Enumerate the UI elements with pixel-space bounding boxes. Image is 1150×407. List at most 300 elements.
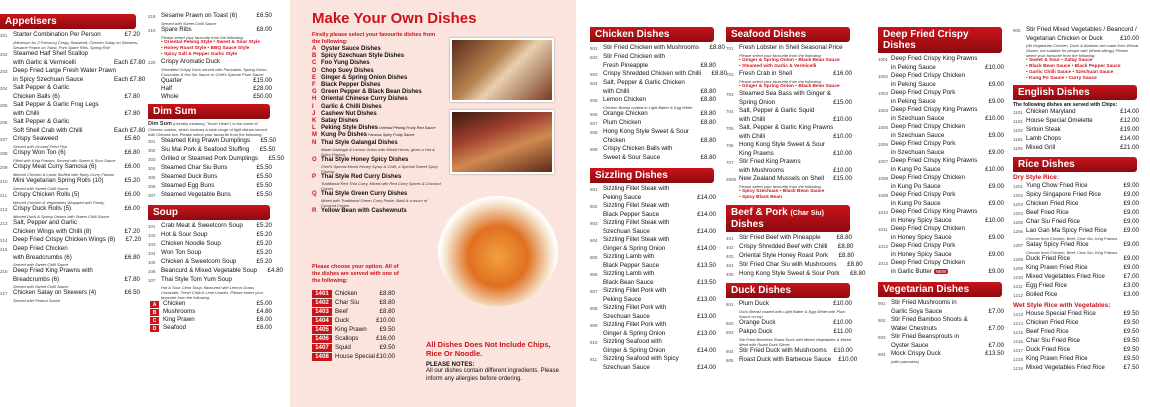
item-number: 205 [0,103,8,108]
item-price: £16.00 [833,70,852,77]
item-number: 805 [590,255,598,260]
item-number: 707 [726,160,734,165]
allergy-note: All our dishes contain different ingredients. Please inform any allergies before ordering. [426,368,559,382]
item-number: 1103 [1013,128,1023,133]
item-price: £9.50 [1123,319,1139,326]
item-number [0,254,13,255]
item-price: £13.00 [697,296,716,303]
item-number: 1013 [878,261,889,266]
item-price: £14.00 [697,228,716,235]
list-item [1013,337,1139,346]
item-number [590,154,603,155]
option-row [312,307,408,316]
item-number: 220 [148,60,156,65]
item-note: Chicken Breast coated in Light Batter & Egg White [603,105,693,110]
item-number: 811 [590,357,598,362]
item-number: 904 [878,352,886,357]
list-item [878,149,1004,157]
option-line: • Steamed with Garlic & Vermicelli [739,64,817,69]
item-name: Half [161,85,173,92]
item-number: 901 [878,301,886,306]
item-name: Duck Fried Rice [1026,346,1071,353]
list-item [590,245,716,253]
option-name: Char Siu [335,299,360,306]
sauce-item [312,191,442,198]
list-item [726,234,852,243]
seafood-header: Seafood Dishes [726,27,850,42]
item-note: Choose from Chicken, Beef, Char Siu, King Prawns [1026,250,1118,255]
item-name: Stir Fried Mixed Vegetables / Beancurd / [1026,26,1137,33]
list-item [1013,227,1139,236]
sauce-item [312,53,442,60]
item-name: Ginger & Spring Onion [603,330,666,337]
item-number: 701 [726,46,734,51]
sauce-name: Oyster Sauce Dishes [321,46,381,52]
list-item [0,205,140,214]
item-name: Crispy Aromatic Duck [161,58,221,65]
item-number [878,166,891,167]
list-item [590,128,716,137]
item-price: £15.00 [253,77,272,84]
item-number: 2808 [726,177,737,182]
list-item [590,338,716,347]
item-name: Hong Kong Style Sweet & Sour Pork [739,270,840,277]
sauce-item [312,46,442,53]
item-number: 1203 [1013,202,1024,207]
item-number: 209 [0,165,8,170]
item-number: 211 [0,193,8,198]
item-price: £8.80 [700,119,716,126]
list-item [878,217,1004,225]
item-name: Deep Fried Crispy King Prawns [891,106,978,113]
item-name: Salt Pepper & Garlic [13,84,70,91]
item-name: Chicken & Sweetcorn Soup [161,258,237,265]
choose-option-text: Please choose your option. All of the dishes are served with one of the following: [312,264,399,284]
sauce-item [312,125,442,132]
item-number: 106 [148,269,156,274]
please-note-heading: PLEASE NOTES: [426,362,475,368]
option-code: 1407 [312,344,332,352]
item-name: Steamed Egg Buns [161,182,215,189]
item-price: £9.00 [988,234,1004,241]
item-number: 1105 [1013,146,1023,151]
list-item [1013,35,1139,43]
sauce-note: Mixed with Traditional Green Curry Paste, Basil & a touch of Coconut Cream [321,198,428,209]
beef-pork-list [726,234,866,279]
item-number: 1201 [1013,184,1024,189]
list-item [0,177,140,186]
list-item [878,81,1004,89]
item-price: £7.00 [1123,273,1139,280]
item-name: in Szechuan Sauce [891,149,945,156]
item-price: £50.00 [253,93,272,100]
item-name: Siu Mai Pork & Seafood Stuffing [161,146,250,153]
item-name: with Chilli [603,88,630,95]
list-item [726,44,852,53]
options-block [312,264,408,361]
item-price: £19.00 [1120,126,1139,133]
item-name: King Prawn [163,316,195,323]
item-number: 1003 [878,91,889,96]
item-number: 206 [0,120,8,125]
item-price: £10.00 [985,115,1004,122]
list-item [878,208,1004,217]
list-item [0,59,146,67]
item-number [878,217,891,218]
item-number: 807 [590,289,598,294]
item-name: Vegetarian Chicken or Duck [1026,35,1103,42]
list-item [590,219,716,228]
item-name: Sirloin Steak [1026,126,1061,133]
list-item [1013,108,1139,117]
list-item [726,150,852,158]
item-number: 804 [590,238,598,243]
list-item [726,70,852,79]
item-number: 1217 [1013,348,1024,353]
sauce-name: Yellow Bean with Cashewnuts [321,208,407,215]
item-name: Fresh Crab in Shell [739,70,792,77]
sauce-name: Green Pepper & Black Bean Dishes [321,89,422,96]
item-name: Deep Fried King Prawns with [13,267,93,274]
item-name: Ginger & Spring Onion [603,245,666,252]
notices [426,340,566,383]
list-item [878,299,1004,308]
item-number: 103 [148,242,156,247]
item-number: 509 [590,147,598,152]
option-line: • Spicy Salt & Pepper Garlic Style [161,52,238,57]
item-price: £5.50 [256,191,272,198]
list-item [726,107,852,116]
item-name: in Kung Po Sauce [891,200,941,207]
item-name: Mixed Vegetables Fried Rice [1026,364,1105,371]
sauce-letter: D [312,67,317,74]
sauce-name: Thai Style Honey Spicy Dishes [321,156,409,163]
new-badge: NEW [935,269,947,274]
item-number: 503 [590,72,598,77]
item-number: 402 [726,245,734,250]
english-header: English Dishes [1013,85,1137,100]
list-item [878,225,1004,234]
option-line: • Garlic Chilli Sauce • Szechuan Sauce [1026,70,1114,75]
make-your-own-title: Make Your Own Dishes [312,10,477,27]
item-number: 218 [148,14,156,19]
item-number [1013,35,1026,36]
sizzling-header: Sizzling Dishes [590,168,714,183]
item-number: 903 [878,335,886,340]
item-name: Chicken [163,300,186,307]
item-number: 404 [726,263,734,268]
item-name: Beef Fried Rice [1026,328,1069,335]
item-price: £21.00 [1120,144,1139,151]
item-number [878,234,891,235]
sauce-letter: B [312,53,317,60]
list-item [1013,364,1139,373]
item-number [0,228,13,229]
list-item [590,88,716,96]
item-note: Minced Chicken & Vegetables Wrapped with Pastry [13,200,105,205]
menu-page-make-your-own [290,0,576,407]
list-item [878,183,1004,191]
item-name: Deep Fried Large Fresh Water Prawn [13,67,116,74]
option-name: Chicken [335,290,358,297]
list-item [1013,319,1139,328]
item-name: with Chilli [739,116,766,123]
item-name: Chicken [603,137,626,144]
item-number: 1212 [1013,293,1024,298]
item-price: Each £7.80 [114,76,146,83]
chicken-header: Chicken Dishes [590,27,714,42]
sauce-letter: J [312,110,316,117]
dimsum-header: Dim Sum [148,104,270,119]
item-number [878,183,891,184]
option-price: £8.80 [379,308,395,315]
list-item [1013,310,1139,319]
seafood-list [726,44,852,201]
list-item [148,231,272,240]
item-price: £10.00 [1120,35,1139,42]
item-price: £8.80 [700,137,716,144]
item-price: £8.80 [700,62,716,69]
option-price: £8.80 [379,290,395,297]
item-number: 217 [0,291,8,296]
item-name: Sizzling Fillet Pork with [603,287,667,294]
list-item [726,261,863,270]
list-item [590,79,716,88]
list-item [590,62,716,70]
list-item [590,347,716,355]
item-number: 802 [590,204,598,209]
list-item [1013,241,1139,250]
option-line: • Spicy Szechuan • Black Bean Sauce [739,189,825,194]
item-name: in Szechuan Sauce [891,115,945,122]
list-item [1013,26,1139,35]
list-item [590,279,716,287]
item-price: £3.00 [1123,282,1139,289]
option-price: £10.00 [376,317,395,324]
item-number: 501 [590,46,598,51]
item-price: £7.20 [124,31,140,38]
item-number: 1209 [1013,266,1024,271]
item-number [148,77,161,78]
item-name: Lamb Chops [1026,135,1062,142]
beef-pork-header: Beef & Pork (Char Siu) Dishes [726,205,850,232]
option-code: 1408 [312,353,332,361]
list-item [148,164,272,173]
item-number: 1002 [878,74,889,79]
item-number [878,342,891,343]
item-note: Served with Sweet Chilli Sauce [13,262,69,267]
soup-header: Soup [148,205,270,220]
item-number: 213 [0,221,8,226]
list-item [590,185,716,194]
option-line: • Sweet & Sour • Satay Sauce [1026,58,1093,63]
item-number: 102 [148,233,156,238]
sauce-item [312,140,442,147]
item-number: 1216 [1013,339,1024,344]
list-item [878,106,1004,115]
list-item [726,133,852,141]
item-note: Duck Breast coated with Light Batter & Egg White with Plum Sauce on top [739,309,846,319]
list-item [878,316,1004,325]
item-number: 506 [590,112,598,117]
item-name: Deep Fried Chicken [13,245,68,252]
item-number: 1210 [1013,275,1024,280]
item-price: £7.20 [124,228,140,235]
item-price: £6.50 [256,12,272,19]
item-number: 1104 [1013,137,1023,142]
list-item [590,194,716,202]
item-name: Salt, Pepper and Garlic [13,219,77,226]
item-name: Peking Sauce [603,194,642,201]
item-name: Steamed Char Siu Buns [161,164,228,171]
item-name: New Zealand Mussels on Shell [739,175,824,182]
appetisers-list [0,31,146,303]
item-price: £10.00 [985,64,1004,71]
item-name: Fresh Lobster in Shell Seasonal Price [739,44,843,51]
option-row [312,334,408,343]
item-price: £8.80 [838,252,855,259]
item-name: Deep Fried Crispy Chicken [891,225,965,232]
item-name: Steamed Sea Bass with Ginger & [739,90,831,97]
item-number: 1215 [1013,330,1024,335]
sauce-note: Famous Spicy Fruity Sauce [367,133,415,138]
item-note: Served with Sweet Chilli Sauce [13,284,69,289]
list-item [878,115,1004,123]
item-price: £8.80 [709,44,725,51]
list-item [590,202,716,211]
item-note: (All Vegetarian Chicken, Duck & Abalone are made form Wheat Gluten, not suitable for people with Wheat allergy) Please select your favourite from the following: [1026,43,1139,58]
item-name: with Breadcrumbs (6) [13,254,72,261]
list-item [148,85,272,93]
dish-photo [438,196,558,306]
sauce-name: Thai Style Green Curry Dishes [321,191,408,198]
item-name: Steamed Vegetable Buns [161,191,231,198]
item-number: 806 [590,272,598,277]
item-price: £5.50 [260,137,277,144]
item-number [726,133,739,134]
item-name: Stir Fried Beansprouts in [891,333,960,340]
item-number [590,194,603,195]
item-name: Starter Combination Per Person [13,31,101,38]
item-name: Water Chestnuts [891,325,937,332]
item-name: King Prawn Fried Rice [1026,355,1088,362]
item-name: Black Pepper Sauce [603,211,660,218]
item-name: Szechuan Sauce [603,313,650,320]
item-price: £8.80 [700,154,716,161]
item-price: £14.00 [697,245,716,252]
list-item [0,135,140,144]
item-price: £14.00 [697,194,716,201]
item-price: £9.00 [1123,218,1139,225]
item-name: Deep Fried Crispy King Prawns [891,208,978,215]
item-price: £6.00 [256,316,272,323]
list-item [0,236,140,245]
item-name: Sizzling Fillet Steak with [603,236,670,243]
list-item [0,267,140,276]
item-note: Please select your favourite from the following: [739,53,822,58]
list-item [878,342,1004,350]
item-price: £9.50 [1123,337,1139,344]
list-item [1013,264,1139,273]
list-item [590,119,716,128]
option-price-table [312,289,408,361]
item-name: Duck Fried Rice [1026,255,1071,262]
list-item [1013,200,1139,209]
item-name: with Garlic & Vermicelli [13,59,76,66]
list-item [590,44,725,53]
item-price: £5.50 [256,173,272,180]
item-name: Lao Gan Ma Spicy Fried Rice [1026,227,1107,234]
list-item [878,251,1004,259]
item-price: £9.50 [1123,346,1139,353]
item-name: Mini Vegetarian Spring Rolls (10) [13,177,104,184]
item-price: £9.00 [1123,255,1139,262]
item-name: Chicken Fried Rice [1026,200,1079,207]
list-item [878,140,1004,149]
list-item [148,324,272,332]
item-price: £6.00 [124,205,140,212]
item-number [0,127,13,128]
sauce-letter: E [312,74,317,81]
list-item [1013,209,1139,218]
item-number: 215 [0,247,8,252]
item-name: with Mushrooms [739,167,785,174]
list-item [590,355,716,364]
list-item [590,211,716,219]
item-name: Crab Meat & Sweetcorn Soup [161,222,243,229]
sauce-item [312,208,442,215]
list-item [0,127,146,135]
item-number: 704 [726,109,734,114]
option-row [312,289,408,298]
list-item [0,118,140,127]
item-name: Sizzling Seafood with Spicy [603,355,679,362]
sauce-item [312,132,442,139]
rice-header: Rice Dishes [1013,157,1137,172]
option-code: 1404 [312,317,332,325]
item-price: £10.00 [833,167,852,174]
list-item [590,330,716,338]
item-number: 1206 [1013,229,1024,234]
item-price: £5.60 [124,135,140,142]
item-name: Oriental Style Honey Roast Pork [739,252,829,259]
option-line: • Kung Po Sauce • Curry Sauce [1026,76,1097,81]
item-number [878,251,891,252]
item-number: 706 [726,143,734,148]
item-name: Crispy Won Ton (6) [13,149,66,156]
item-number [726,99,739,100]
item-number [0,59,13,60]
list-item [1013,346,1139,355]
list-item [590,253,716,262]
item-name: Stir Fried Chicken with Mushrooms [603,44,699,51]
option-row [312,343,408,352]
list-item [878,132,1004,140]
item-name: with Chilli [739,133,766,140]
list-item [148,191,272,200]
sauce-letter: N [312,139,317,146]
item-price: £9.00 [988,149,1004,156]
item-name: Stir Fried King Prawns [739,158,801,165]
item-number: 502 [590,55,598,60]
sauce-item [312,68,442,75]
item-name: Mock Crispy Duck [891,350,941,357]
item-price: £10.00 [833,319,852,326]
item-price: £14.00 [1120,135,1139,142]
item-price: £13.50 [985,350,1004,357]
item-note: Please select your favourite from the following: [739,79,822,84]
item-price: £14.00 [697,364,716,371]
